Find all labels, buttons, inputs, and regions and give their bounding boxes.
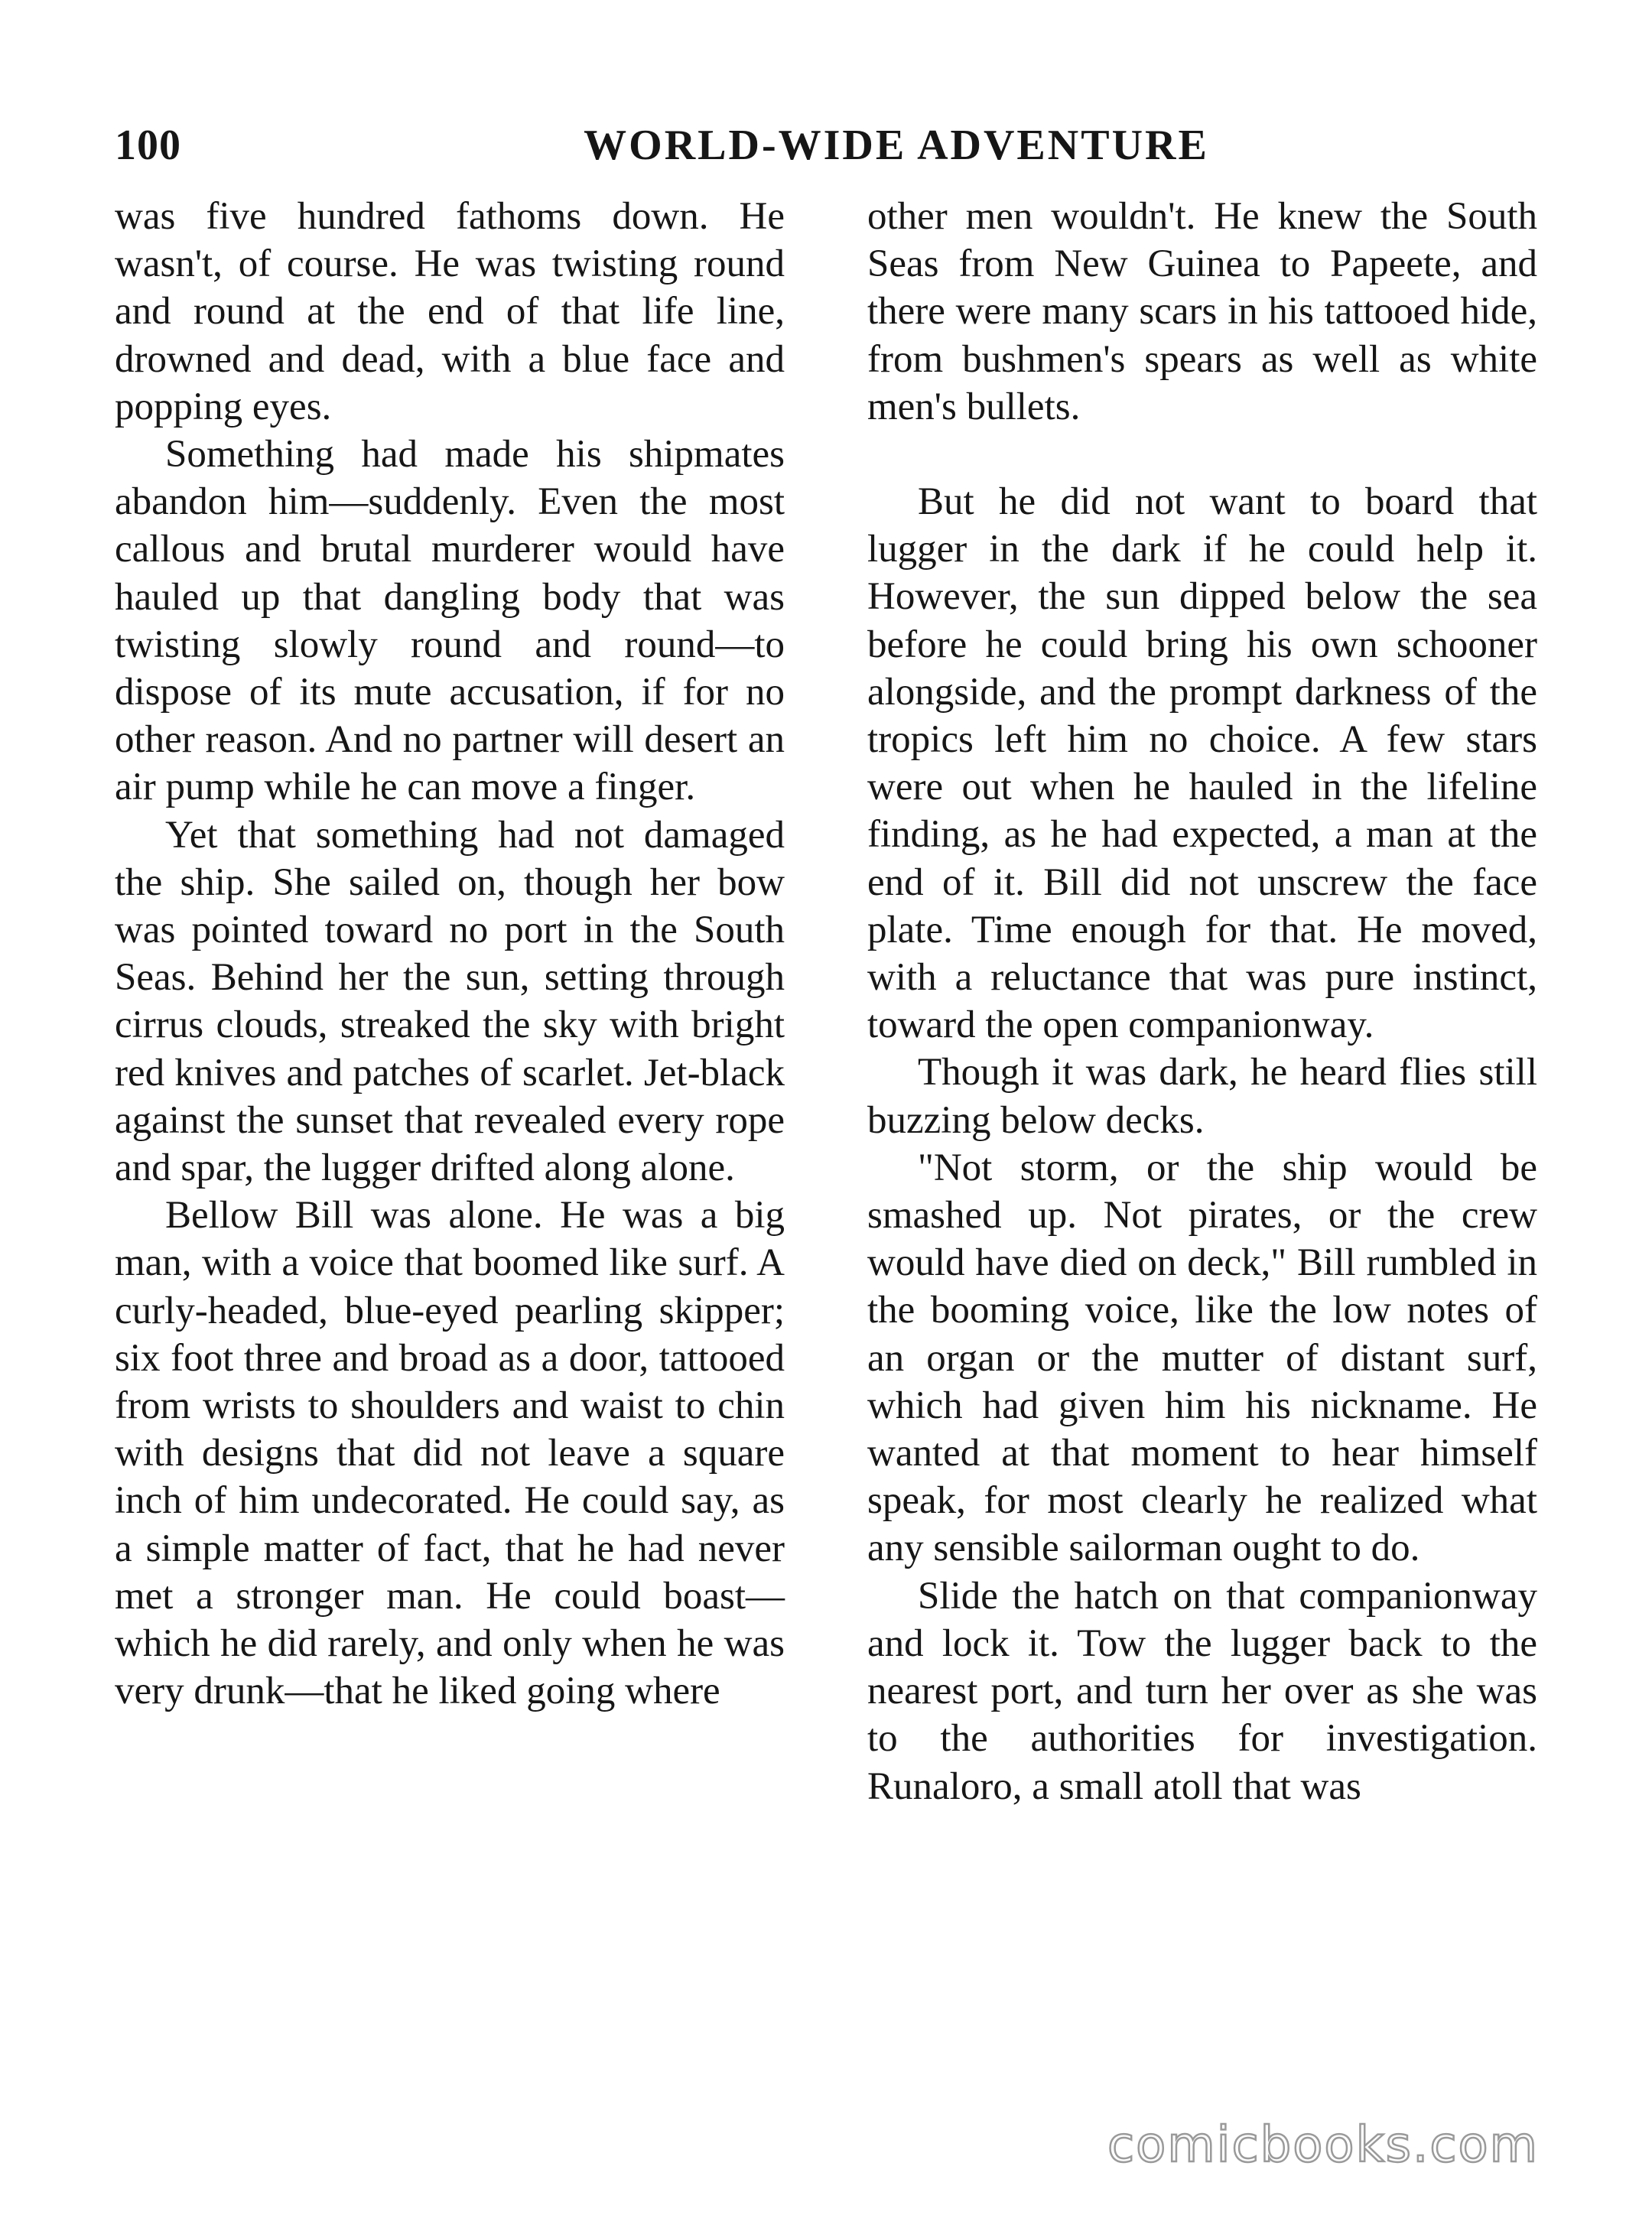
paragraph: But he did not want to board that lugger in the dark if he could help it. However, the sun dipped below the sea before he could bring his own schooner alongside, and the prompt darkness of the tropics left him no choice. A few stars were out when he hauled in the lifeline finding, as he had expected, a man at the end of it. Bill did not unscrew the face plate. Time enough for that. He moved, with a reluctance that was pure instinct, toward the open companionway. [867,480,1537,1047]
paragraph: Though it was dark, he heard flies still buzzing below decks. [867,1051,1537,1142]
page-number: 100 [115,122,181,169]
paragraph: Something had made his shipmates abandon him—suddenly. Even the most callous and brutal murderer would have hauled up that dangling body that was twisting slowly round and round—to dispose of its mute accusation, if for no other reason. And no partner will desert an air pump while he can move a finger. [115,433,785,809]
page-header [115,121,1537,182]
watermark-logo: comicbooks.com [1107,2117,1539,2174]
left-column [115,193,785,1716]
paragraph: Slide the hatch on that companionway and lock it. Tow the lugger back to the nearest port, and turn her over as she was to the authorities for investigation. Runaloro, a small atoll that was [867,1574,1537,1808]
running-head: WORLD-WIDE ADVENTURE [584,122,1209,169]
right-column [867,193,1537,1810]
paragraph: Yet that something had not damaged the ship. She sailed on, though her bow was pointed toward no port in the South Seas. Behind her the sun, setting through cirrus clouds, streaked the sky with bright red knives and patches of scarlet. Jet-black against the sunset that revealed every rope and spar, the lugger drifted along alone. [115,813,785,1190]
paragraph: other men wouldn't. He knew the South Seas from New Guinea to Papeete, and there were many scars in his tattooed hide, from bushmen's spears as well as white men's bullets. [867,195,1537,428]
paragraph: Bellow Bill was alone. He was a big man, with a voice that boomed like surf. A curly-headed, blue-eyed pearling skipper; six foot three and broad as a door, tattooed from wrists to shoulders and waist to chin with designs that did not leave a square inch of him undecorated. He could say, as a simple matter of fact, that he had never met a stronger man. He could boast—which he did rarely, and only when he was very drunk—that he liked going where [115,1194,785,1713]
paragraph: "Not storm, or the ship would be smashed up. Not pirates, or the crew would have died on deck," Bill rumbled in the booming voice, like the low notes of an organ or the mutter of distant surf, which had given him his nickname. He wanted at that moment to hear himself speak, for most clearly he realized what any sensible sailorman ought to do. [867,1146,1537,1570]
paragraph: was five hundred fathoms down. He wasn't, of course. He was twisting round and round at the end of that life line, drowned and dead, with a blue face and popping eyes. [115,195,785,428]
section-break [867,431,1537,478]
